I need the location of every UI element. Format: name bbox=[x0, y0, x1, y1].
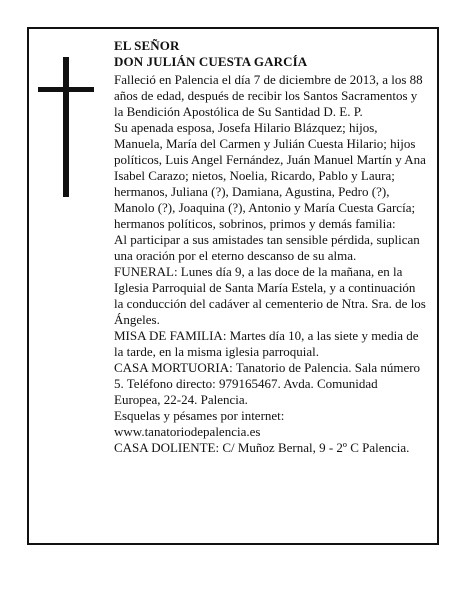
funeral-home-info: CASA MORTUORIA: Tanatorio de Palencia. Sala número 5. Teléfono directo: 979165467. Avda. Comunidad Europea, 22-24. Palencia. bbox=[114, 360, 421, 407]
obituary-text bbox=[114, 38, 426, 456]
cross-icon-arm bbox=[38, 87, 94, 92]
honorific: EL SEÑOR bbox=[114, 38, 180, 53]
prayer-request: Al participar a sus amistades tan sensible pérdida, suplican una oración por el eterno descanso de su alma. bbox=[114, 232, 420, 263]
family-list: Su apenada esposa, Josefa Hilario Blázquez; hijos, Manuela, María del Carmen y Julián Cuesta Hilario; hijos políticos, Luis Angel Fernández, Juán Manuel Martín y Ana Isabel Carazo; nietos, Noelia, Ricardo, Pablo y Laura; hermanos, Juliana (?), Damiana, Agustina, Pedro (?), Manolo (?), Joaquina (?), Antonio y María Cuesta García; hermanos políticos, sobrinos, primos y demás familia: bbox=[114, 120, 426, 231]
deceased-name: DON JULIÁN CUESTA GARCÍA bbox=[114, 54, 308, 69]
family-home-address: CASA DOLIENTE: C/ Muñoz Bernal, 9 - 2º C Palencia. bbox=[114, 440, 410, 455]
cross-icon bbox=[63, 57, 69, 197]
family-mass-info: MISA DE FAMILIA: Martes día 10, a las siete y media de la tarde, en la misma iglesia parroquial. bbox=[114, 328, 419, 359]
online-condolences: Esquelas y pésames por internet: www.tanatoriodepalencia.es bbox=[114, 408, 285, 439]
death-announcement: Falleció en Palencia el día 7 de diciembre de 2013, a los 88 años de edad, después de recibir los Santos Sacramentos y la Bendición Apostólica de Su Santidad D. E. P. bbox=[114, 72, 423, 119]
funeral-info: FUNERAL: Lunes día 9, a las doce de la mañana, en la Iglesia Parroquial de Santa María Estela, y a continuación la conducción del cadáver al cementerio de Ntra. Sra. de los Ángeles. bbox=[114, 264, 426, 327]
